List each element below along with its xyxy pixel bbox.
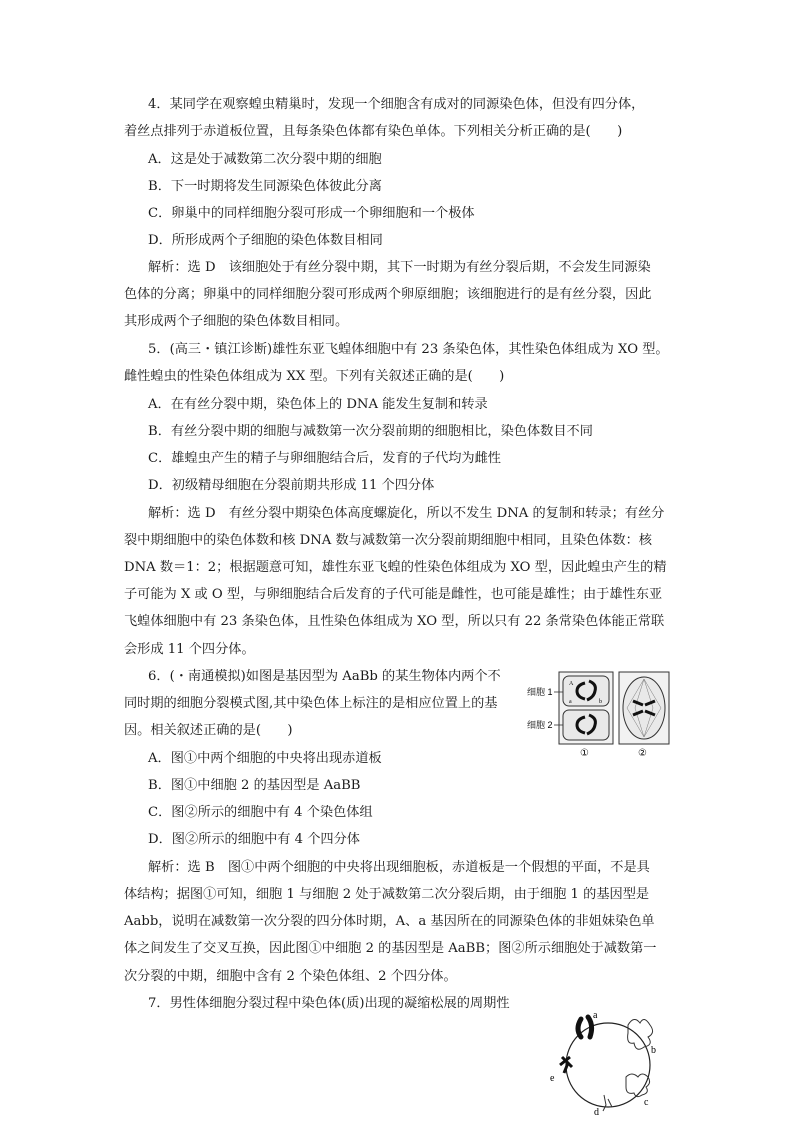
analysis-line: 体结构；据图①可知，细胞 1 与细胞 2 处于减数第二次分裂后期，由于细胞 1 的基因型是 <box>124 887 650 902</box>
chromosome-cycle-diagram <box>548 1007 670 1119</box>
question-stem-line: 着丝点排列于赤道板位置，且每条染色体都有染色单体。下列相关分析正确的是( ) <box>124 124 623 139</box>
question-stem-line: 4．某同学在观察蝗虫精巢时，发现一个细胞含有成对的同源染色体，但没有四分体， <box>148 97 645 112</box>
analysis-line: 体之间发生了交叉互换，因此图①中细胞 2 的基因型是 AaBB；图②所示细胞处于减数第一 <box>124 941 657 956</box>
analysis-line: 解析：选 D 该细胞处于有丝分裂中期，其下一时期为有丝分裂后期，不会发生同源染 <box>148 260 651 275</box>
question-stem-line: 5．(高三・镇江诊断)雄性东亚飞蝗体细胞中有 23 条染色体，其性染色体组成为 XO 型。 <box>148 342 669 357</box>
question-stem-line: 6．(・南通模拟)如图是基因型为 AaBb 的某生物体内两个不 <box>148 669 501 684</box>
question-stem-line: 7．男性体细胞分裂过程中染色体(质)出现的凝缩松展的周期性 <box>148 996 510 1011</box>
analysis-line: 解析：选 D 有丝分裂中期染色体高度螺旋化，所以不发生 DNA 的复制和转录；有丝分 <box>148 506 665 521</box>
cell-outline <box>623 677 665 739</box>
option-c: C．卵巢中的同样细胞分裂可形成一个卵细胞和一个极体 <box>148 206 475 221</box>
option-a: A．在有丝分裂中期，染色体上的 DNA 能发生复制和转录 <box>148 397 488 412</box>
cell-2-label: 细胞 2 <box>527 720 553 730</box>
stage-b-chromatin <box>628 1019 653 1049</box>
stage-label-e: e <box>550 1073 555 1084</box>
analysis-line: Aabb，说明在减数第一次分裂的四分体时期，A、a 基因所在的同源染色体的非姐妹染色单 <box>124 914 655 929</box>
analysis-line: 次分裂的中期，细胞中含有 2 个染色体组、2 个四分体。 <box>124 969 457 984</box>
question-stem-line: 雌性蝗虫的性染色体组成为 XX 型。下列有关叙述正确的是( ) <box>124 369 505 384</box>
option-a: A．图①中两个细胞的中央将出现赤道板 <box>148 751 382 766</box>
analysis-line: 子可能为 X 或 O 型，与卵细胞结合后发育的子代可能是雌性，也可能是雄性；由于雄性东亚 <box>124 587 663 602</box>
figure-cell-division <box>527 670 697 758</box>
analysis-line: 解析：选 B 图①中两个细胞的中央将出现细胞板，赤道板是一个假想的平面，不是具 <box>148 860 650 875</box>
option-c: C．雄蝗虫产生的精子与卵细胞结合后，发育的子代均为雌性 <box>148 451 501 466</box>
panel-2-label: ② <box>638 748 647 758</box>
stage-label-b: b <box>651 1045 656 1056</box>
option-c: C．图②所示的细胞中有 4 个染色体组 <box>148 805 373 820</box>
panel-1-label: ① <box>580 748 589 758</box>
option-a: A．这是处于减数第二次分裂中期的细胞 <box>148 152 382 167</box>
option-b: B．有丝分裂中期的细胞与减数第一次分裂前期的细胞相比，染色体数目不同 <box>148 424 593 439</box>
option-d: D．初级精母细胞在分裂前期共形成 11 个四分体 <box>148 478 435 493</box>
cell-2-outline <box>563 710 609 740</box>
stage-label-c: c <box>644 1097 649 1108</box>
analysis-line: 裂中期细胞中的染色体数和核 DNA 数与减数第一次分裂前期细胞中相同，且染色体数：核 <box>124 533 652 548</box>
analysis-line: DNA 数＝1：2；根据题意可知，雄性东亚飞蝗的性染色体组成为 XO 型，因此蝗虫产生的精 <box>124 560 667 575</box>
option-b: B．下一时期将发生同源染色体彼此分离 <box>148 179 382 194</box>
stage-label-a: a <box>593 1010 598 1021</box>
question-stem-line: 因。相关叙述正确的是( ) <box>124 723 293 738</box>
cell-division-diagram <box>527 670 697 758</box>
option-d: D．所形成两个子细胞的染色体数目相同 <box>148 233 383 248</box>
stage-label-d: d <box>594 1107 599 1118</box>
gene-label: b <box>599 699 602 705</box>
stage-c-chromatin <box>626 1074 650 1097</box>
option-b: B．图①中细胞 2 的基因型是 AaBB <box>148 778 361 793</box>
analysis-line: 色体的分离；卵巢中的同样细胞分裂可形成两个卵原细胞；该细胞进行的是有丝分裂，因此 <box>124 287 652 302</box>
gene-label: a <box>569 699 572 705</box>
gene-label: A <box>569 681 574 687</box>
analysis-line: 会形成 11 个四分体。 <box>124 642 255 657</box>
analysis-line: 飞蝗体细胞中有 23 条染色体，且性染色体组成为 XO 型，所以只有 22 条常染色体能正常联 <box>124 614 665 629</box>
stage-e-chromosome <box>560 1057 572 1073</box>
analysis-line: 其形成两个子细胞的染色体数目相同。 <box>124 314 349 329</box>
stage-a-chromosome <box>578 1017 592 1037</box>
question-stem-line: 同时期的细胞分裂模式图,其中染色体上标注的是相应位置上的基 <box>124 696 498 711</box>
cell-1-label: 细胞 1 <box>527 687 553 697</box>
option-d: D．图②所示的细胞中有 4 个四分体 <box>148 832 360 847</box>
stage-d-chromatin <box>603 1095 612 1111</box>
figure-chromosome-cycle <box>548 1007 670 1119</box>
